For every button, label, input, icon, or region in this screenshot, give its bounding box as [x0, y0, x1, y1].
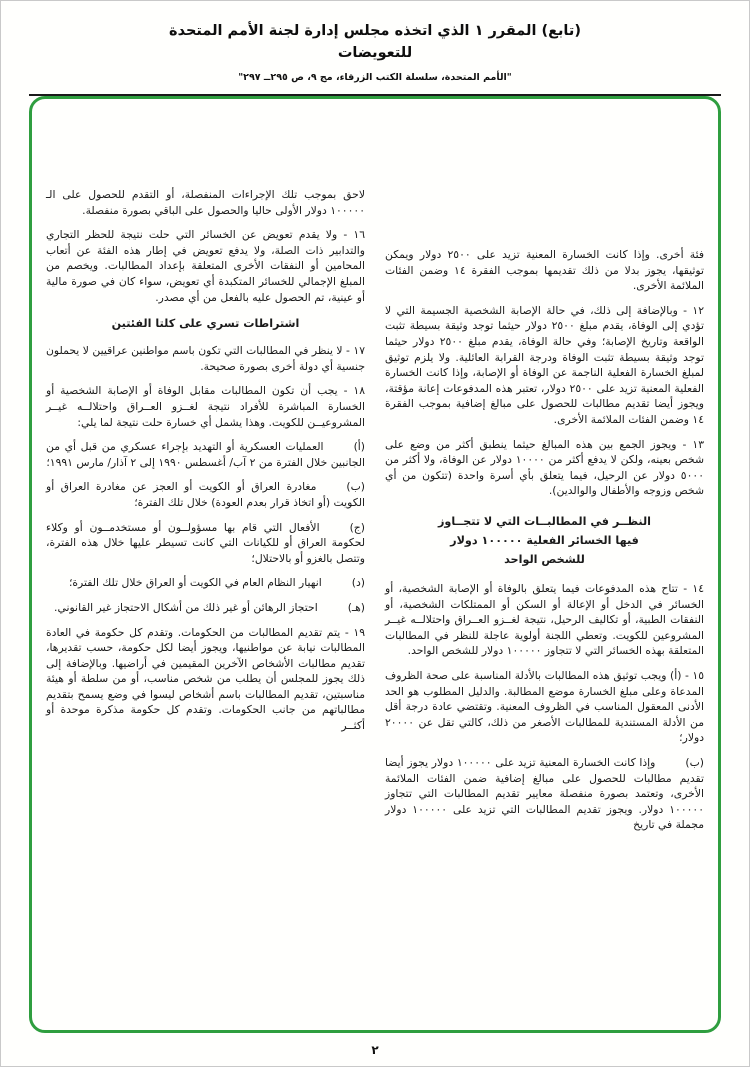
- document-title: (تابع) المقرر ١ الذي اتخذه مجلس إدارة لجنة الأمم المتحدة للتعويضات: [169, 23, 581, 61]
- list-marker: (ب): [346, 480, 365, 494]
- list-marker: (هـ): [347, 600, 365, 614]
- list-text: العمليات العسكرية أو التهديد بإجراء عسكري من قبل أي من الجانبين خلال الفترة من ٢ آب/ أغسطس ١٩٩٠ إلى ٢ آذار/ مارس ١٩٩١؛: [46, 440, 365, 469]
- list-text: احتجاز الرهائن أو غير ذلك من أشكال الاحتجاز غير القانوني.: [54, 600, 318, 614]
- page-number: ٢: [371, 1043, 379, 1057]
- paragraph-14: ١٤ - تتاح هذه المدفوعات فيما يتعلق بالوفاة أو الإصابة الشخصية، أو الخسائر في الدخل أو الإعالة أو السكن أو الممتلكات الشخصية، أو النفقات الطبية، أو تكاليف الرحيل، نتيجة لغــزو العــراق واحتلالــه غيــر المشروعين للكويت. وتعطي اللجنة أولوية عاجلة للنظر في المطالبات المتعلقة بهذه الخسائر التي لا تتجاوز ١٠٠٠٠٠ دولار للشخص الواحد.: [385, 582, 704, 658]
- text-columns: [46, 99, 704, 1030]
- paragraph-19: ١٩ - يتم تقديم المطالبات من الحكومات. وتقدم كل حكومة في العادة المطالبات نيابة عن مواطنيها، ويجوز أيضا لكل حكومة، حسب تقديرها، تقديم مطالبات الأشخاص الآخرين المقيمين في أراضيها. وبالإضافة إلى ذلك يجوز للمجلس أن يطلب من شخص مناسب، أو من سلطة أو هيئة مناسبتين، تقديم المطالبات باسم أشخاص ليسوا في وضع يسمح بتقديم مطالباتهم من جانب الحكومات. وتقدم كل حكومة مذكرة موحدة أو أكثــر: [46, 625, 365, 733]
- list-marker: (ب): [685, 755, 704, 769]
- list-marker: (د): [351, 576, 365, 590]
- list-item-e: [46, 600, 365, 616]
- paragraph-continuation: لاحق بموجب تلك الإجراءات المنفصلة، أو التقدم للحصول على الـ ١٠٠٠٠٠ دولار الأولى حاليا والحصول على الباقي بصورة منفصلة.: [46, 188, 365, 217]
- paragraph-15b: [385, 755, 704, 833]
- column-right: [385, 99, 704, 1030]
- list-item-d: [46, 575, 365, 591]
- list-marker: (ج): [349, 520, 365, 534]
- list-marker: (أ): [353, 440, 365, 454]
- list-text: وإذا كانت الخسارة المعنية تزيد على ١٠٠٠٠٠ دولار يجوز أيضا تقديم مطالبات للحصول على مبالغ إضافية ضمن الفئات الملائمة الأخرى، وتعتمد بصورة منفصلة معايير تقديم المطالبات التي تتجاوز ١٠٠٠٠٠ دولار. ويجوز تقديم المطالبات التي تزيد على ١٠٠٠٠٠ دولار مجملة في تاريخ: [385, 755, 705, 832]
- list-item-c: [46, 520, 365, 567]
- paragraph-15a: ١٥ - (أ) ويجب توثيق هذه المطالبات بالأدلة المناسبة على صحة الظروف المدعاة وعلى مبلغ الخسارة موضع المطالبة. والدليل المطلوب هو الحد الأدنى المعقول المناسب في الظروف المعنية. وتقتضي عادة درجة أقل من الأدلة المستندية للمطالبات الأصغر من ذلك، كالتي تقل عن ٢٠٠٠٠ دولار؛: [385, 668, 704, 745]
- list-text: مغادرة العراق أو الكويت أو العجز عن مغادرة العراق أو الكويت (أو اتخاذ قرار بعدم العودة) خلال تلك الفترة؛: [46, 480, 365, 509]
- section-heading-claims-limit: النظــر في المطالبــات التي لا تتجــاوز فيها الخسائر الفعلية ١٠٠٠٠٠ دولار للشخص الواحد: [437, 514, 652, 566]
- paragraph-continuation: فئة أخرى. وإذا كانت الخسارة المعنية تزيد على ٢٥٠٠ دولار ويمكن توثيقها، يجوز بدلا من ذلك تقديمها بموجب الفقرة ١٤ وضمن الفئات الملائمة الأخرى.: [385, 248, 705, 293]
- paragraph-13: ١٣ - ويجوز الجمع بين هذه المبالغ حيثما ينطبق أكثر من وضع على شخص بعينه، ولكن لا يدفع أكثر من ١٠٠٠٠ دولار عن الوفاة، ولا أكثر من ٥٠٠٠ دولار عن الرحيل، فيما يتعلق بأي أسرة واحدة (تتكون من أي شخص وزوجه والأطفال والوالدين).: [385, 437, 704, 498]
- page-header: [1, 1, 749, 83]
- paragraph-12: ١٢ - وبالإضافة إلى ذلك، في حالة الإصابة الشخصية الجسيمة التي لا تؤدي إلى الوفاة، يقدم مبلغ ٢٥٠٠ دولار حيثما توجد وثيقة بسيطة تثبت الواقعة وتاريخ الإصابة؛ وفي حالة الوفاة، يقدم مبلغ ٢٥٠٠ دولار حيثما توجد وثيقة بسيطة تثبت الوفاة ودرجة القرابة العائلية. ولا يلزم توثيق لمبلغ الخسارة الفعلية الناجمة عن الوفاة أو الإصابة، وإذا كانت الخسارة الفعلية المعنية تزيد على ٢٥٠٠ دولار، تعتبر هذه المدفوعات إعانة مؤقتة، ويجوز أيضا تقديم مطالبات للحصول على مبالغ إضافية بموجب الفقرة ١٤ وضمن الفئات الملائمة الأخرى.: [385, 303, 705, 426]
- list-text: الأفعال التي قام بها مسؤولــون أو مستخدمــون أو وكلاء لحكومة العراق أو للكيانات التي كانت تسيطر عليها خلال هذه الفترة، وتتصل بالغزو أو بالاحتلال؛: [46, 520, 365, 565]
- column-left: [46, 99, 365, 1030]
- list-item-b: [46, 479, 365, 510]
- content-frame: [29, 96, 721, 1033]
- section-heading-both-categories: اشتراطات تسري على كلتا الفئتين: [111, 317, 300, 331]
- paragraph-17: ١٧ - لا ينظر في المطالبات التي تكون باسم مواطنين عراقيين لا يحملون جنسية أي دولة أخرى بصورة صحيحة.: [46, 344, 365, 373]
- list-text: انهيار النظام العام في الكويت أو العراق خلال تلك الفترة؛: [68, 576, 322, 590]
- paragraph-16: ١٦ - ولا يقدم تعويض عن الخسائر التي حلت نتيجة للحظر التجاري والتدابير ذات الصلة، ولا يدفع تعويض في إطار هذه الفئة عن أتعاب المحامين أو النفقات الأخرى المتعلقة بإعداد المطالبات. ويخصم من المبلغ الإجمالي للخسائر المتكبدة أي تعويض، سواء كان في صورة مالية أو عينية، تم الحصول عليه بالفعل من أي مصدر.: [46, 228, 365, 304]
- source-note: "الأمم المتحدة، سلسلة الكتب الزرقاء، مج ٩، ص ٢٩٥ــ ٢٩٧": [238, 71, 512, 83]
- paragraph-18: ١٨ - يجب أن تكون المطالبات مقابل الوفاة أو الإصابة الشخصية أو الخسارة المباشرة للأفراد نتيجة لغــزو العــراق واحتلالــه غيــر المشروعيــن للكويت. وهذا يشمل أي خسارة حلت نتيجة لما يلي:: [46, 384, 365, 429]
- list-item-a: [46, 439, 365, 470]
